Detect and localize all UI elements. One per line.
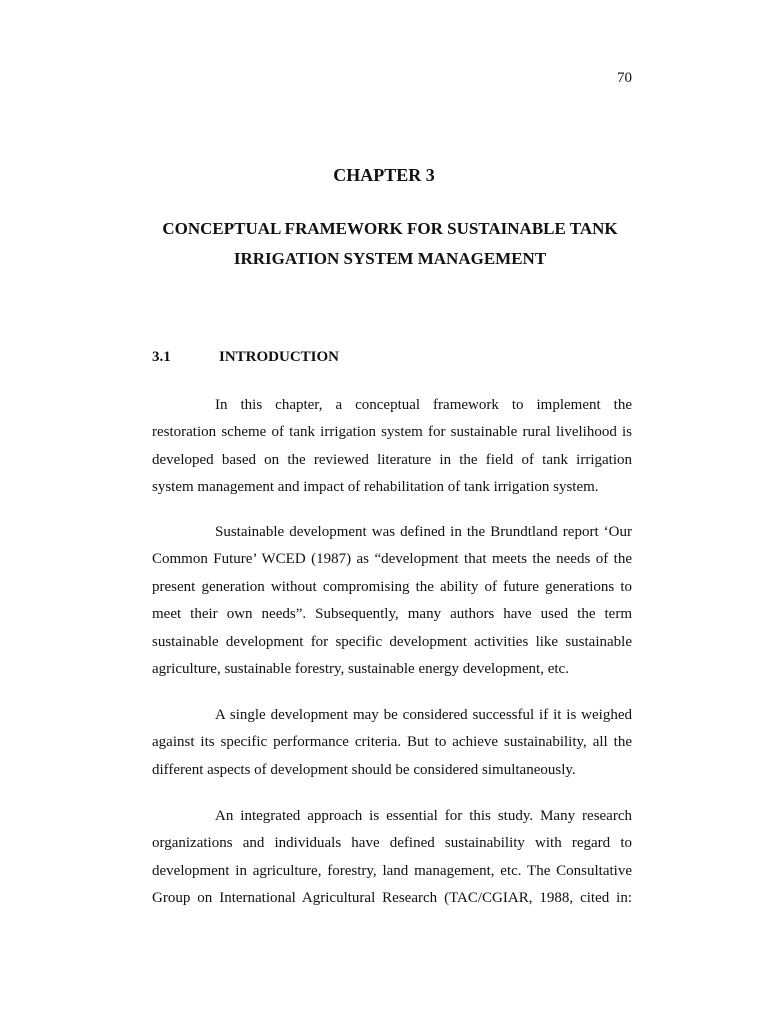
text-line: Common Future’ WCED (1987) as “development that meets the needs of the: [152, 551, 632, 568]
text-line: meet their own needs”. Subsequently, many authors have used the term: [152, 606, 632, 623]
text-line: In this chapter, a conceptual framework to implement the: [215, 397, 632, 413]
chapter-title-line: CONCEPTUAL FRAMEWORK FOR SUSTAINABLE TANK: [162, 219, 618, 238]
section-number: 3.1: [152, 349, 171, 365]
text-line: present generation without compromising the ability of future generations to: [152, 578, 632, 595]
text-line: system management and impact of rehabilitation of tank irrigation system.: [152, 479, 599, 496]
paragraph: [152, 803, 632, 913]
text-line: Group on International Agricultural Research (TAC/CGIAR, 1988, cited in:: [152, 890, 632, 907]
text-line: organizations and individuals have defined sustainability with regard to: [152, 835, 632, 852]
text-line: Sustainable development was defined in the Brundtland report ‘Our: [215, 524, 632, 540]
chapter-title: [140, 214, 640, 274]
text-line: An integrated approach is essential for this study. Many research: [215, 808, 632, 824]
paragraph: [152, 392, 632, 502]
section-title: INTRODUCTION: [219, 349, 340, 365]
chapter-label: CHAPTER 3: [333, 165, 435, 185]
text-line: against its specific performance criteria. But to achieve sustainability, all the: [152, 734, 632, 751]
paragraph: [152, 702, 632, 784]
page-number: 70: [617, 70, 632, 86]
paragraph: [152, 519, 632, 683]
text-line: developed based on the reviewed literature in the field of tank irrigation: [152, 451, 632, 468]
text-line: different aspects of development should be considered simultaneously.: [152, 761, 576, 778]
text-line: development in agriculture, forestry, land management, etc. The Consultative: [152, 862, 632, 879]
section-heading: [152, 349, 339, 366]
text-line: sustainable development for specific development activities like sustainable: [152, 633, 632, 650]
chapter-title-line: IRRIGATION SYSTEM MANAGEMENT: [233, 249, 547, 268]
text-line: agriculture, sustainable forestry, sustainable energy development, etc.: [152, 661, 569, 678]
text-line: A single development may be considered successful if it is weighed: [215, 707, 632, 723]
text-line: restoration scheme of tank irrigation system for sustainable rural livelihood is: [152, 424, 632, 441]
